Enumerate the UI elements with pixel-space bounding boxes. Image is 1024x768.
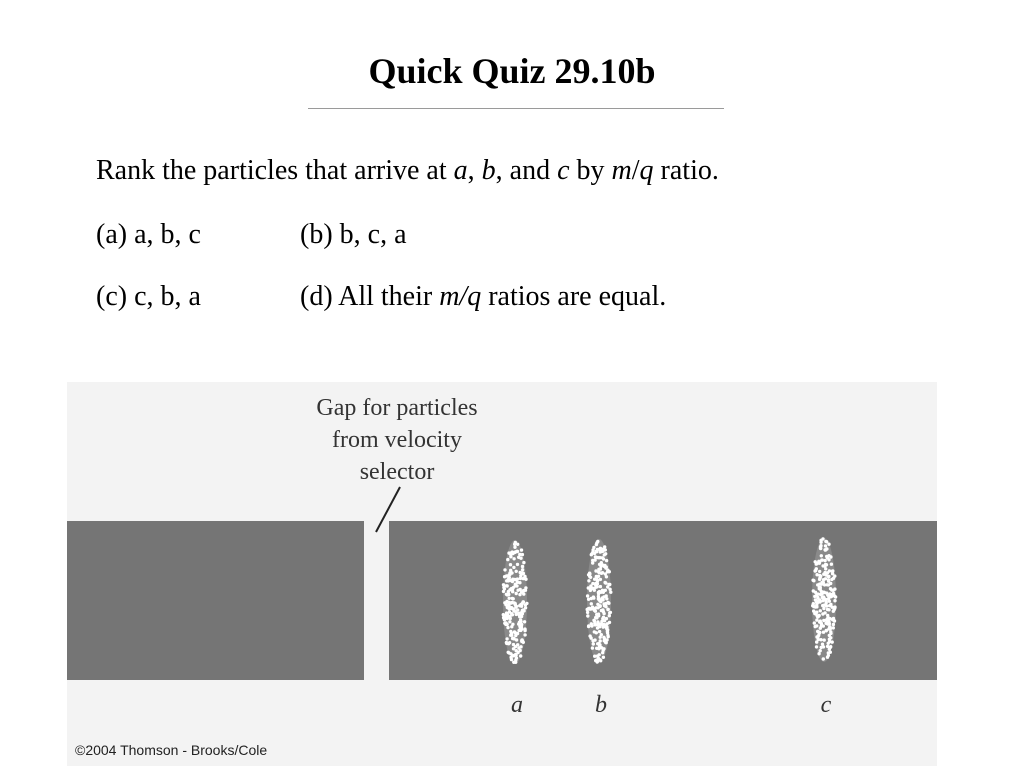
question-sep2: , and — [495, 155, 558, 186]
option-d-italic: m/q — [439, 281, 482, 312]
option-d-prefix: (d) All their — [300, 281, 440, 312]
option-a[interactable]: (a) a, b, c — [96, 219, 201, 250]
beam-label-b: b — [595, 692, 607, 718]
option-d-suffix: ratios are equal. — [481, 281, 667, 312]
beam-label-c: c — [820, 692, 832, 718]
question-a: a — [453, 155, 468, 186]
question-text — [96, 154, 719, 188]
mass-spectrometer-figure — [67, 382, 937, 766]
copyright-notice: ©2004 Thomson - Brooks/Cole — [75, 742, 268, 758]
gap-pointer-line — [376, 487, 400, 532]
slide-title: Quick Quiz 29.10b — [368, 51, 656, 91]
options-row-1 — [96, 218, 407, 252]
question-b: b — [481, 155, 496, 186]
question-c: c — [557, 155, 570, 186]
question-slash: / — [631, 155, 640, 186]
cluster-b — [586, 539, 613, 664]
options-row-2 — [96, 280, 667, 314]
gap-caption-line-3: selector — [359, 459, 435, 485]
question-prefix: Rank the particles that arrive at — [96, 155, 454, 186]
cluster-c — [811, 537, 837, 662]
gap-caption-line-2: from velocity — [332, 427, 462, 453]
particle-clusters — [502, 537, 838, 664]
question-m: m — [611, 155, 632, 186]
cluster-a — [502, 540, 529, 664]
title-divider — [308, 108, 724, 109]
question-suffix: ratio. — [653, 155, 719, 186]
question-mid: by — [569, 155, 612, 186]
option-c[interactable]: (c) c, b, a — [96, 281, 201, 312]
question-sep1: , — [467, 155, 482, 186]
option-d[interactable] — [300, 280, 666, 314]
gap-caption-line-1: Gap for particles — [316, 395, 478, 421]
beam-label-a: a — [511, 692, 523, 718]
option-b[interactable]: (b) b, c, a — [300, 219, 407, 250]
question-q: q — [639, 155, 654, 186]
